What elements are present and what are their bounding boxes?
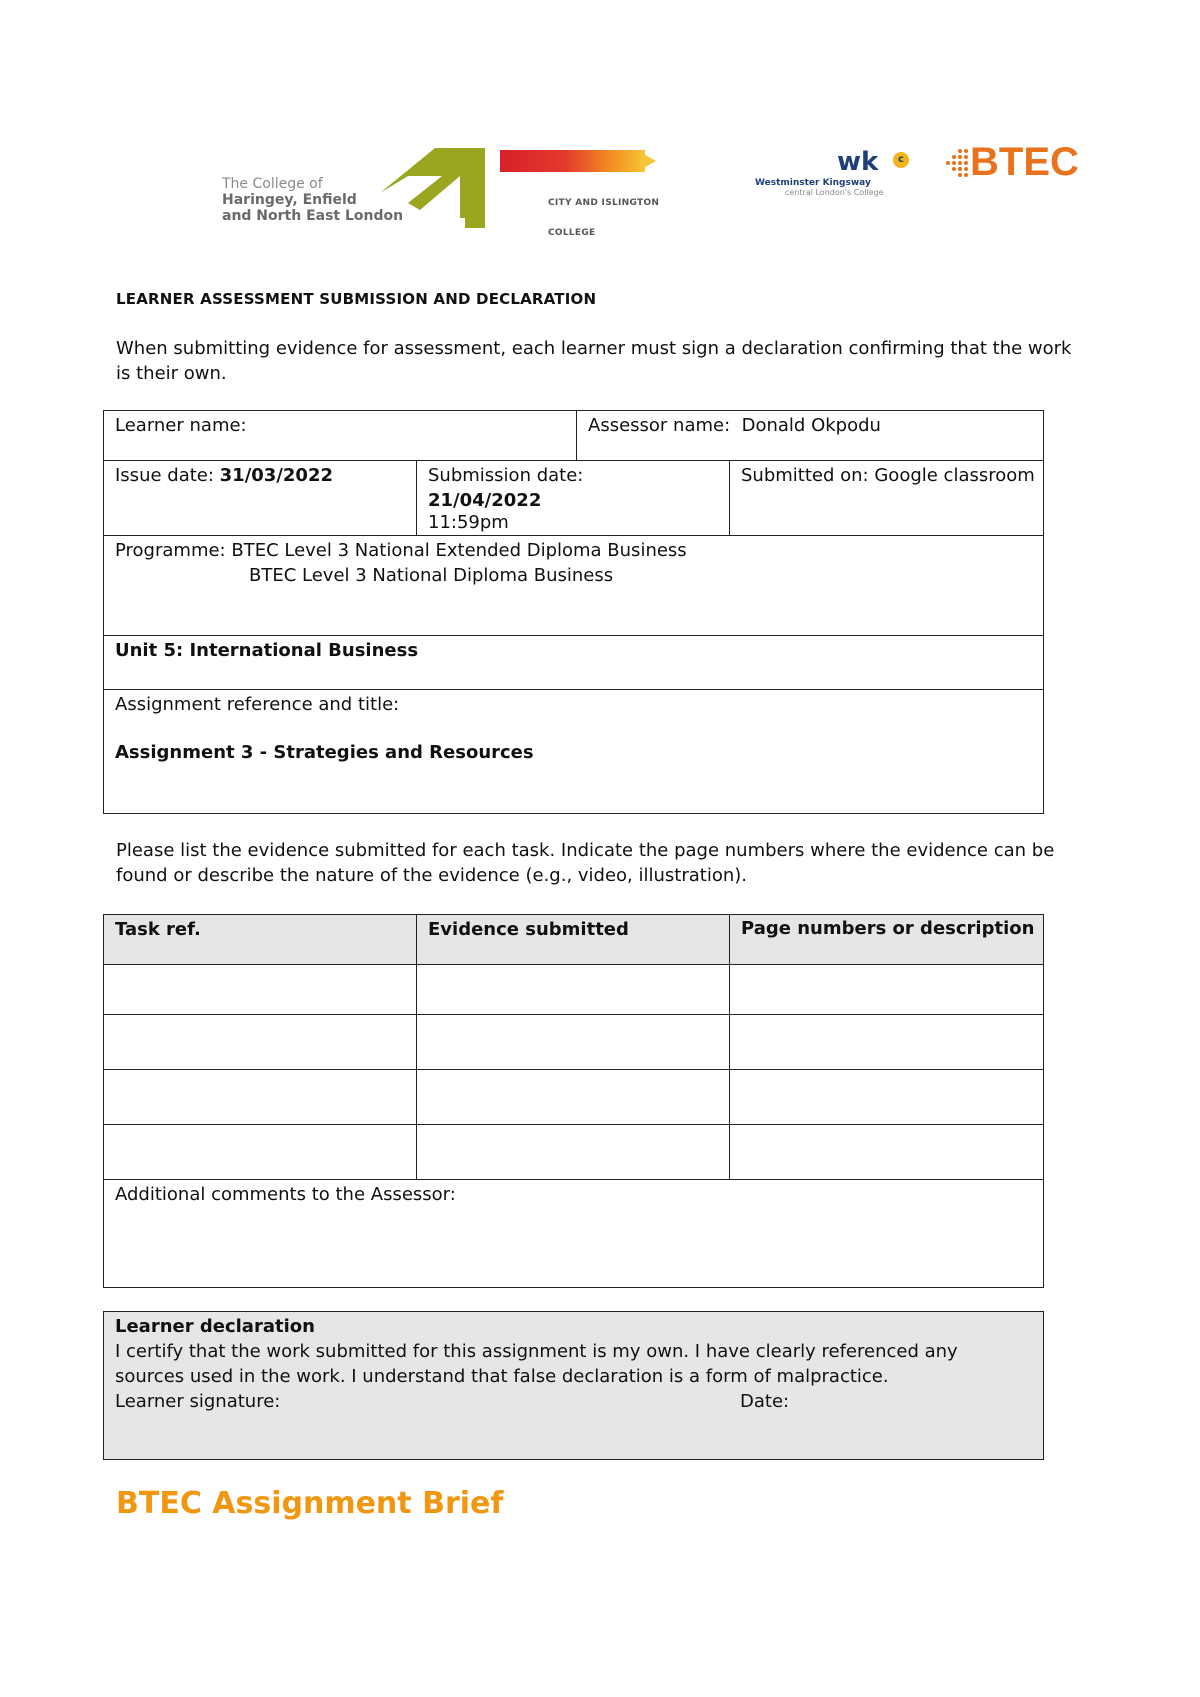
evidence-cell-r1-task[interactable] <box>103 964 417 1015</box>
logo-strip <box>220 140 1100 238</box>
wk-badge-icon: c <box>893 152 909 168</box>
evidence-header-task-ref-label: Task ref. <box>115 919 201 940</box>
chenel-logo-line1: The College of <box>222 176 323 192</box>
wk-logo-line1: Westminster Kingsway <box>755 178 871 188</box>
declaration-title: Learner declaration <box>115 1316 315 1337</box>
submission-time-value: 11:59pm <box>428 512 509 533</box>
submission-date-cell <box>416 460 730 536</box>
intro-text: When submitting evidence for assessment, each learner must sign a declaration confirming that the work is their own. <box>116 338 1072 384</box>
chenel-logo-line3: and North East London <box>222 208 404 224</box>
issue-date-cell <box>103 460 417 536</box>
declaration-date-label[interactable]: Date: <box>740 1391 790 1412</box>
issue-date-label: Issue date: <box>115 465 214 486</box>
city-logo-line2: COLLEGE <box>548 228 596 238</box>
city-islington-logo <box>500 150 695 238</box>
assignment-brief-title: BTEC Assignment Brief <box>116 1486 504 1521</box>
learner-name-label: Learner name: <box>115 415 247 436</box>
city-logo-line1: CITY AND ISLINGTON <box>548 198 660 208</box>
evidence-cell-r4-pages[interactable] <box>729 1124 1044 1180</box>
programme-label: Programme: <box>115 540 226 561</box>
wk-logo-line2: central London's College <box>785 188 884 197</box>
submission-date-label: Submission date: <box>428 465 584 486</box>
evidence-cell-r1-evidence[interactable] <box>416 964 730 1015</box>
wk-logo-letters: wk <box>837 147 879 177</box>
chenel-arrow-icon <box>380 148 490 228</box>
learner-signature-label[interactable]: Learner signature: <box>115 1391 281 1412</box>
westminster-kingsway-logo <box>755 148 930 198</box>
assessor-comments-cell[interactable] <box>103 1179 1044 1288</box>
programme-line-1: BTEC Level 3 National Extended Diploma Business <box>231 540 687 561</box>
unit-cell <box>103 635 1044 690</box>
btec-logo-word: BTEC <box>970 140 1079 184</box>
chenel-logo-line2: Haringey, Enfield <box>222 192 357 208</box>
evidence-header-pages <box>729 914 1044 965</box>
evidence-header-evidence-label: Evidence submitted <box>428 919 629 940</box>
assessor-comments-label: Additional comments to the Assessor: <box>115 1184 456 1205</box>
evidence-intro-text: Please list the evidence submitted for each task. Indicate the page numbers where the evidence can be found or describe the nature of the evidence (e.g., video, illustration). <box>116 840 1055 886</box>
evidence-cell-r4-task[interactable] <box>103 1124 417 1180</box>
evidence-cell-r1-pages[interactable] <box>729 964 1044 1015</box>
evidence-cell-r3-task[interactable] <box>103 1069 417 1125</box>
submission-date-value: 21/04/2022 <box>428 490 542 511</box>
evidence-cell-r3-evidence[interactable] <box>416 1069 730 1125</box>
city-logo-tail <box>640 152 656 170</box>
submitted-on-value: Google classroom <box>874 465 1035 486</box>
evidence-cell-r2-task[interactable] <box>103 1014 417 1070</box>
assignment-label: Assignment reference and title: <box>115 694 400 715</box>
evidence-header-evidence <box>416 914 730 965</box>
learner-declaration-box <box>103 1311 1044 1460</box>
declaration-text: I certify that the work submitted for this assignment is my own. I have clearly referenced any sources used in the work. I understand that false declaration is a form of malpractice. <box>115 1341 958 1387</box>
assessor-name-cell <box>576 410 1044 461</box>
evidence-cell-r4-evidence[interactable] <box>416 1124 730 1180</box>
assessor-name-label: Assessor name: <box>588 415 731 436</box>
city-logo-bar <box>500 150 645 172</box>
form-heading: LEARNER ASSESSMENT SUBMISSION AND DECLARATION <box>116 290 597 308</box>
evidence-cell-r2-pages[interactable] <box>729 1014 1044 1070</box>
chenel-logo <box>220 148 490 228</box>
btec-dots-icon <box>940 148 968 182</box>
btec-logo <box>940 140 1100 195</box>
learner-name-cell[interactable] <box>103 410 577 461</box>
assignment-cell <box>103 689 1044 814</box>
submitted-on-cell <box>729 460 1044 536</box>
evidence-cell-r2-evidence[interactable] <box>416 1014 730 1070</box>
programme-cell <box>103 535 1044 636</box>
evidence-cell-r3-pages[interactable] <box>729 1069 1044 1125</box>
submitted-on-label: Submitted on: <box>741 465 869 486</box>
evidence-header-pages-label: Page numbers or description <box>741 918 1035 939</box>
programme-line-2: BTEC Level 3 National Diploma Business <box>249 565 614 586</box>
assessor-name-value: Donald Okpodu <box>741 415 881 436</box>
evidence-header-task-ref <box>103 914 417 965</box>
assignment-title: Assignment 3 - Strategies and Resources <box>115 742 534 763</box>
signature-row <box>115 1389 1043 1414</box>
issue-date-value: 31/03/2022 <box>219 465 333 486</box>
unit-title: Unit 5: International Business <box>115 640 419 661</box>
